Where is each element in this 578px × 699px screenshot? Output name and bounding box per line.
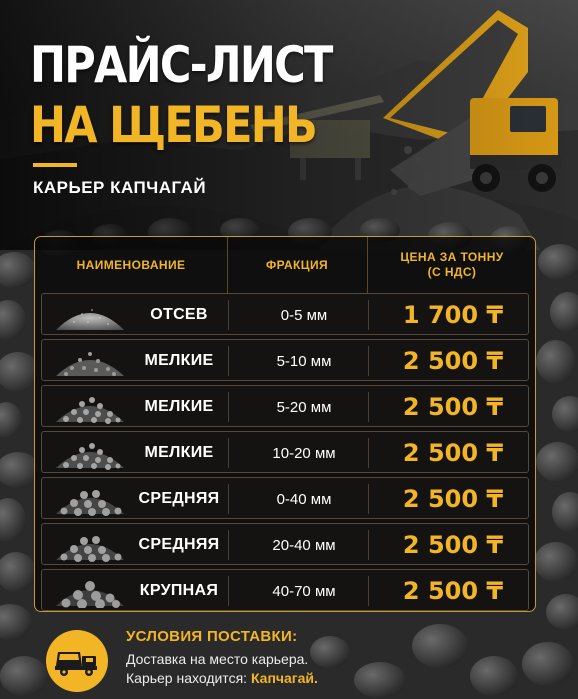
row-name: ОТСЕВ [150, 306, 208, 323]
row-divider [228, 438, 229, 468]
gravel-pile-icon [52, 344, 128, 378]
row-price: 2 500 ₸ [402, 577, 504, 605]
title-divider [33, 163, 77, 167]
gravel-pile-icon [52, 528, 128, 562]
row-name: КРУПНАЯ [139, 582, 219, 599]
row-price: 2 500 ₸ [402, 347, 504, 375]
row-divider [228, 576, 229, 606]
row-price: 1 700 ₸ [402, 301, 504, 329]
gravel-pile-icon [52, 298, 128, 332]
table-row [41, 569, 529, 611]
delivery-conditions [46, 624, 546, 694]
page-title-line1: ПРАЙС-ЛИСТ [30, 36, 332, 94]
gravel-pile-icon [52, 436, 128, 470]
table-header [35, 237, 535, 293]
gravel-pile-icon [52, 482, 128, 516]
row-divider [228, 300, 229, 330]
column-header-fraction: ФРАКЦИЯ [266, 257, 328, 272]
conditions-title: УСЛОВИЯ ПОСТАВКИ: [126, 628, 298, 645]
price-table [34, 236, 536, 612]
row-name: СРЕДНЯЯ [138, 490, 220, 507]
column-header-price-line2: (С НДС) [427, 265, 477, 279]
row-divider [228, 484, 229, 514]
table-row [41, 339, 529, 381]
table-row [41, 431, 529, 473]
gravel-pile-icon [52, 574, 128, 608]
dump-truck-icon [46, 630, 108, 692]
conditions-location-text [126, 670, 318, 686]
row-name: СРЕДНЯЯ [138, 536, 220, 553]
row-name: МЕЛКИЕ [144, 444, 214, 461]
conditions-location-place: Капчагай. [250, 670, 318, 686]
row-name: МЕЛКИЕ [144, 398, 214, 415]
column-header-price-line1: ЦЕНА ЗА ТОННУ [400, 250, 504, 264]
row-fraction: 0-40 мм [276, 490, 332, 508]
row-name: МЕЛКИЕ [144, 352, 214, 369]
column-header-name: НАИМЕНОВАНИЕ [76, 257, 186, 272]
row-divider [228, 530, 229, 560]
row-fraction: 10-20 мм [272, 444, 336, 462]
page-title-line2: НА ЩЕБЕНЬ [30, 96, 317, 154]
row-fraction: 5-20 мм [276, 398, 332, 416]
table-row [41, 385, 529, 427]
conditions-location-prefix: Карьер находится: [126, 670, 248, 686]
row-fraction: 5-10 мм [276, 352, 332, 370]
quarry-subtitle: КАРЬЕР КАПЧАГАЙ [33, 178, 207, 197]
row-price: 2 500 ₸ [402, 485, 504, 513]
row-divider [228, 392, 229, 422]
table-row [41, 523, 529, 565]
table-row [41, 477, 529, 519]
row-price: 2 500 ₸ [402, 439, 504, 467]
gravel-pile-icon [52, 390, 128, 424]
conditions-delivery-text: Доставка на место карьера. [126, 651, 309, 667]
column-header-price [367, 237, 536, 293]
row-fraction: 0-5 мм [280, 306, 328, 324]
row-fraction: 20-40 мм [272, 536, 336, 554]
row-fraction: 40-70 мм [272, 582, 336, 600]
table-row [41, 293, 529, 335]
row-divider [228, 346, 229, 376]
row-price: 2 500 ₸ [402, 393, 504, 421]
row-price: 2 500 ₸ [402, 531, 504, 559]
